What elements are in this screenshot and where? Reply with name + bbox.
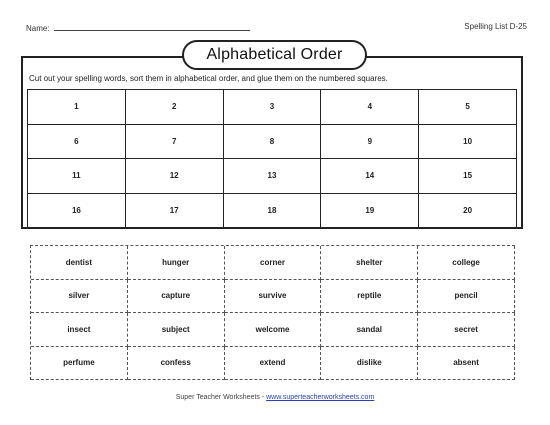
numbered-square: 14 (321, 159, 419, 194)
word-card[interactable]: dentist (31, 246, 128, 280)
numbered-square: 17 (126, 194, 224, 229)
numbered-square: 3 (224, 90, 322, 125)
numbered-square: 10 (419, 125, 517, 160)
numbered-square: 15 (419, 159, 517, 194)
word-card[interactable]: extend (225, 347, 322, 381)
word-card[interactable]: secret (418, 313, 515, 347)
word-card[interactable]: college (418, 246, 515, 280)
word-card[interactable]: survive (225, 280, 322, 314)
numbered-square: 20 (419, 194, 517, 229)
word-card[interactable]: capture (128, 280, 225, 314)
name-label: Name: (26, 24, 50, 33)
numbered-square: 13 (224, 159, 322, 194)
word-card[interactable]: subject (128, 313, 225, 347)
numbered-square: 4 (321, 90, 419, 125)
numbered-square: 2 (126, 90, 224, 125)
numbered-square: 7 (126, 125, 224, 160)
spelling-list-id: Spelling List D-25 (464, 22, 527, 31)
numbered-square: 16 (28, 194, 126, 229)
word-card[interactable]: confess (128, 347, 225, 381)
numbered-square: 5 (419, 90, 517, 125)
footer (0, 394, 550, 401)
word-card[interactable]: pencil (418, 280, 515, 314)
footer-text: Super Teacher Worksheets - (175, 394, 267, 401)
footer-link[interactable]: www.superteacherworksheets.com (266, 394, 375, 401)
word-card[interactable]: corner (225, 246, 322, 280)
word-card[interactable]: silver (31, 280, 128, 314)
word-card[interactable]: welcome (225, 313, 322, 347)
numbered-square: 11 (28, 159, 126, 194)
numbered-square: 6 (28, 125, 126, 160)
name-field[interactable] (26, 22, 250, 33)
word-card[interactable]: insect (31, 313, 128, 347)
word-card[interactable]: absent (418, 347, 515, 381)
numbered-square: 8 (224, 125, 322, 160)
word-cards (30, 245, 515, 380)
numbered-square: 1 (28, 90, 126, 125)
numbered-square: 19 (321, 194, 419, 229)
numbered-grid (27, 89, 517, 228)
numbered-square: 9 (321, 125, 419, 160)
word-card[interactable]: perfume (31, 347, 128, 381)
word-card[interactable]: sandal (321, 313, 418, 347)
word-card[interactable]: reptile (321, 280, 418, 314)
word-card[interactable]: shelter (321, 246, 418, 280)
instructions: Cut out your spelling words, sort them in alphabetical order, and glue them on the numbered squares. (29, 74, 388, 83)
word-card[interactable]: hunger (128, 246, 225, 280)
page-title: Alphabetical Order (182, 40, 367, 70)
numbered-square: 12 (126, 159, 224, 194)
name-line[interactable] (54, 22, 250, 31)
word-card[interactable]: dislike (321, 347, 418, 381)
numbered-square: 18 (224, 194, 322, 229)
